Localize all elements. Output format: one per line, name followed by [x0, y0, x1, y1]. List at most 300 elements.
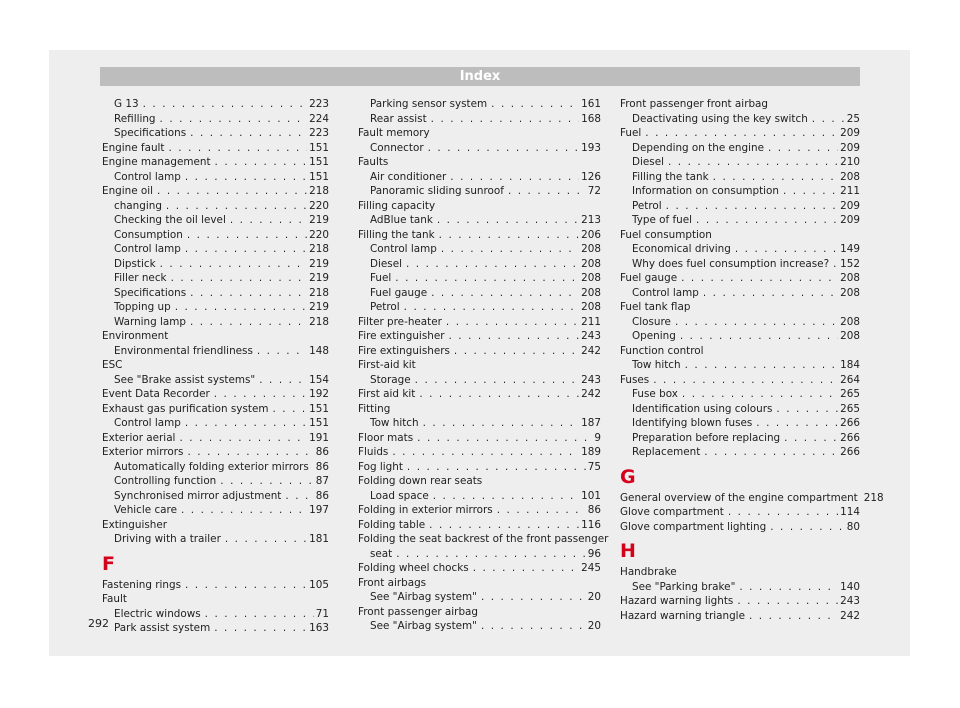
index-heading: Faults	[358, 156, 389, 168]
entry-page-ref[interactable]: 87	[315, 475, 329, 487]
entry-term: Exterior mirrors	[102, 446, 184, 458]
index-subentry[interactable]	[620, 315, 860, 330]
index-column-1	[102, 97, 329, 636]
dot-leader	[160, 257, 308, 272]
entry-page-ref[interactable]: 80	[846, 520, 860, 533]
entry-page-ref[interactable]: 96	[587, 547, 601, 560]
index-subentry[interactable]	[358, 213, 601, 228]
dot-leader	[446, 315, 579, 330]
entry-term: Petrol	[632, 199, 662, 212]
dot-leader	[190, 315, 307, 330]
entry-page-ref[interactable]: 105	[309, 578, 329, 591]
entry-page-ref[interactable]: 86	[315, 489, 329, 502]
index-column-3	[620, 97, 884, 623]
index-subentry[interactable]	[102, 199, 329, 214]
index-entry[interactable]	[358, 445, 601, 460]
index-letter-heading: F	[102, 552, 115, 575]
entry-page-ref[interactable]: 187	[581, 417, 601, 429]
entry-page-ref[interactable]: 220	[309, 199, 329, 212]
dot-leader	[225, 532, 307, 547]
entry-page-ref[interactable]: 152	[840, 257, 860, 270]
entry-page-ref[interactable]: 151	[309, 417, 329, 429]
entry-term: Diesel	[370, 257, 402, 270]
entry-page-ref[interactable]: 208	[840, 272, 860, 284]
entry-page-ref[interactable]: 266	[840, 446, 860, 458]
dot-leader	[404, 300, 580, 315]
page-title: Index	[459, 69, 501, 84]
dot-leader	[392, 445, 579, 460]
entry-page-ref[interactable]: 154	[309, 373, 329, 386]
dot-leader	[497, 503, 586, 518]
entry-page-ref[interactable]: 242	[840, 609, 860, 622]
index-subentry[interactable]	[102, 373, 329, 388]
entry-page-ref[interactable]: 266	[840, 417, 860, 429]
dot-leader	[285, 489, 313, 504]
entry-term: Why does fuel consumption increase?	[632, 257, 830, 270]
index-letter-heading: G	[620, 465, 636, 488]
dot-leader	[157, 184, 307, 199]
dot-leader	[187, 228, 307, 243]
entry-page-ref[interactable]: 149	[840, 243, 860, 255]
index-subentry[interactable]	[358, 547, 601, 562]
index-entry[interactable]	[620, 373, 860, 388]
index-subentry[interactable]	[620, 580, 860, 595]
dot-leader	[833, 257, 838, 272]
entry-page-ref[interactable]: 72	[587, 185, 601, 197]
entry-page-ref[interactable]: 140	[840, 580, 860, 593]
index-entry[interactable]	[620, 491, 884, 506]
index-subentry[interactable]	[102, 257, 329, 272]
entry-page-ref[interactable]: 20	[587, 620, 601, 632]
index-subentry[interactable]	[620, 431, 860, 446]
entry-page-ref[interactable]: 218	[309, 286, 329, 299]
entry-page-ref[interactable]: 209	[840, 141, 860, 154]
entry-page-ref[interactable]: 265	[840, 402, 860, 415]
entry-page-ref[interactable]: 151	[309, 141, 329, 154]
entry-term: Replacement	[632, 446, 701, 458]
dot-leader	[215, 155, 308, 170]
index-subentry[interactable]	[102, 532, 329, 547]
entry-page-ref[interactable]: 9	[594, 431, 601, 444]
index-subentry[interactable]	[358, 97, 601, 112]
index-letter-heading: H	[620, 540, 636, 562]
entry-page-ref[interactable]: 218	[863, 491, 884, 504]
entry-page-ref[interactable]: 208	[840, 286, 860, 299]
entry-page-ref[interactable]: 218	[309, 315, 329, 328]
index-entry[interactable]	[620, 505, 860, 520]
index-subentry[interactable]	[620, 242, 860, 257]
entry-page-ref[interactable]: 208	[581, 243, 601, 255]
index-subentry[interactable]	[620, 329, 860, 344]
index-entry[interactable]	[102, 445, 329, 460]
index-entry[interactable]	[358, 460, 601, 475]
entry-term: Information on consumption	[632, 185, 779, 197]
entry-term: Deactivating using the key switch	[632, 112, 808, 125]
entry-page-ref[interactable]: 197	[309, 504, 329, 516]
entry-page-ref[interactable]: 151	[309, 170, 329, 183]
entry-page-ref[interactable]: 208	[581, 257, 601, 270]
entry-page-ref[interactable]: 243	[840, 595, 860, 607]
entry-page-ref[interactable]: 114	[840, 506, 860, 518]
index-subentry[interactable]	[102, 271, 329, 286]
entry-term: Synchronised mirror adjustment	[114, 489, 282, 502]
index-subentry[interactable]	[102, 416, 329, 431]
entry-page-ref[interactable]: 266	[840, 431, 860, 444]
index-subentry[interactable]	[102, 126, 329, 141]
entry-page-ref[interactable]: 193	[581, 141, 601, 154]
entry-term: Fuses	[620, 373, 650, 386]
index-subentry[interactable]	[358, 416, 601, 431]
index-entry[interactable]	[102, 431, 329, 446]
entry-term: Exterior aerial	[102, 431, 176, 444]
entry-page-ref[interactable]: 243	[581, 330, 601, 342]
entry-page-ref[interactable]: 71	[315, 607, 329, 620]
entry-term: Folding wheel chocks	[358, 562, 469, 574]
index-subentry[interactable]	[620, 141, 860, 156]
dot-leader	[812, 112, 845, 127]
index-subentry[interactable]	[358, 184, 601, 199]
dot-leader	[653, 373, 838, 388]
index-subentry[interactable]	[620, 445, 860, 460]
entry-page-ref[interactable]: 148	[309, 344, 329, 357]
index-entry[interactable]	[102, 387, 329, 402]
entry-page-ref[interactable]: 86	[587, 504, 601, 516]
entry-page-ref[interactable]: 86	[315, 446, 329, 458]
entry-page-ref[interactable]: 168	[581, 112, 601, 125]
index-entry[interactable]	[358, 344, 601, 359]
entry-term: Economical driving	[632, 243, 731, 255]
entry-term: Tow hitch	[632, 359, 681, 371]
entry-page-ref[interactable]: 219	[309, 301, 329, 313]
entry-term: Rear assist	[370, 112, 427, 125]
dot-leader	[783, 184, 838, 199]
entry-term: Hazard warning triangle	[620, 609, 745, 622]
index-subentry[interactable]	[620, 170, 860, 185]
entry-term: Filler neck	[114, 272, 167, 284]
index-entry[interactable]	[358, 431, 601, 446]
index-subentry[interactable]	[620, 184, 860, 199]
entry-term: Glove compartment	[620, 506, 724, 518]
entry-term: Driving with a trailer	[114, 533, 221, 545]
index-entry[interactable]	[620, 594, 860, 609]
entry-term: Fuel	[620, 127, 642, 139]
index-subentry[interactable]	[620, 112, 860, 127]
index-subentry[interactable]	[358, 300, 601, 315]
entry-term: AdBlue tank	[370, 214, 433, 226]
dot-leader	[433, 489, 579, 504]
entry-term: See "Parking brake"	[632, 580, 736, 593]
dot-leader	[685, 358, 839, 373]
dot-leader	[450, 170, 579, 185]
index-heading: Handbrake	[620, 566, 677, 578]
entry-page-ref[interactable]: 208	[581, 286, 601, 299]
entry-page-ref[interactable]: 242	[581, 388, 601, 400]
index-entry[interactable]	[102, 141, 329, 156]
dot-leader	[272, 402, 307, 417]
index-subentry[interactable]	[102, 112, 329, 127]
index-entry[interactable]	[620, 271, 860, 286]
dot-leader	[680, 329, 838, 344]
index-heading: Extinguisher	[102, 518, 167, 531]
index-subentry[interactable]	[102, 97, 329, 112]
entry-page-ref[interactable]: 242	[581, 344, 601, 357]
dot-leader	[768, 141, 838, 156]
index-column-2	[358, 97, 609, 634]
dot-leader	[784, 431, 838, 446]
entry-page-ref[interactable]: 86	[315, 460, 329, 473]
index-entry[interactable]	[358, 315, 601, 330]
index-subentry[interactable]	[102, 460, 329, 475]
entry-page-ref[interactable]: 206	[581, 228, 601, 241]
index-subentry[interactable]	[102, 242, 329, 257]
entry-page-ref[interactable]: 101	[581, 489, 601, 502]
index-subentry[interactable]	[358, 373, 601, 388]
index-heading: Environment	[102, 330, 169, 342]
index-subentry[interactable]	[620, 416, 860, 431]
dot-leader	[214, 621, 307, 636]
index-heading: Front passenger airbag	[358, 605, 478, 618]
index-entry[interactable]	[358, 228, 601, 243]
index-subentry[interactable]	[102, 503, 329, 518]
entry-term: Type of fuel	[632, 214, 693, 226]
index-entry[interactable]	[358, 329, 601, 344]
entry-term: Identification using colours	[632, 402, 773, 415]
index-subentry[interactable]	[620, 402, 860, 417]
index-subentry[interactable]	[102, 315, 329, 330]
entry-term: Load space	[370, 489, 429, 502]
entry-term: Consumption	[114, 228, 183, 241]
index-subentry[interactable]	[620, 286, 860, 301]
entry-page-ref[interactable]: 208	[840, 170, 860, 183]
index-entry[interactable]	[620, 126, 860, 141]
entry-page-ref[interactable]: 224	[309, 112, 329, 125]
entry-page-ref[interactable]: 223	[309, 98, 329, 110]
entry-term: Filling the tank	[358, 228, 435, 241]
dot-leader	[431, 112, 580, 127]
entry-page-ref[interactable]: 210	[840, 156, 860, 168]
entry-page-ref[interactable]: 208	[840, 315, 860, 328]
dot-leader	[481, 619, 586, 634]
index-entry[interactable]	[102, 578, 329, 593]
dot-leader	[668, 155, 838, 170]
entry-term: See "Airbag system"	[370, 620, 477, 632]
entry-page-ref[interactable]: 208	[840, 330, 860, 342]
entry-page-ref[interactable]: 219	[309, 214, 329, 226]
index-subentry[interactable]	[102, 286, 329, 301]
index-subentry[interactable]	[102, 607, 329, 622]
dot-leader	[508, 184, 586, 199]
dot-leader	[696, 213, 838, 228]
index-subentry[interactable]	[358, 112, 601, 127]
index-subentry[interactable]	[620, 358, 860, 373]
dot-leader	[166, 199, 307, 214]
entry-page-ref[interactable]: 189	[581, 446, 601, 458]
entry-page-ref[interactable]: 218	[309, 185, 329, 197]
entry-page-ref[interactable]: 219	[309, 257, 329, 270]
index-subentry[interactable]	[358, 170, 601, 185]
index-subentry[interactable]	[102, 344, 329, 359]
entry-term: Fuel gauge	[370, 286, 428, 299]
entry-term: Parking sensor system	[370, 98, 488, 110]
dot-leader	[473, 561, 579, 576]
entry-term: Specifications	[114, 286, 187, 299]
dot-leader	[143, 97, 308, 112]
index-entry[interactable]	[102, 402, 329, 417]
entry-term: Fuel gauge	[620, 272, 678, 284]
entry-term: Fog light	[358, 460, 403, 473]
index-heading: Front airbags	[358, 576, 427, 589]
dot-leader	[417, 431, 592, 446]
index-entry[interactable]	[102, 155, 329, 170]
entry-term: Vehicle care	[114, 504, 177, 516]
entry-term: Fuse box	[632, 388, 678, 400]
entry-term: Control lamp	[370, 243, 437, 255]
index-subentry[interactable]	[358, 257, 601, 272]
entry-term: Control lamp	[114, 243, 181, 255]
entry-page-ref[interactable]: 209	[840, 127, 860, 139]
index-subentry[interactable]	[102, 228, 329, 243]
entry-page-ref[interactable]: 213	[581, 214, 601, 226]
entry-term: Controlling function	[114, 475, 217, 487]
entry-page-ref[interactable]: 184	[840, 359, 860, 371]
entry-page-ref[interactable]: 208	[581, 301, 601, 313]
dot-leader	[423, 416, 580, 431]
entry-page-ref[interactable]: 20	[587, 591, 601, 603]
entry-term: Preparation before replacing	[632, 431, 781, 444]
dot-leader	[230, 213, 307, 228]
index-heading: Front passenger front airbag	[620, 98, 769, 110]
entry-page-ref[interactable]: 211	[581, 315, 601, 328]
entry-page-ref[interactable]: 220	[309, 228, 329, 241]
index-entry[interactable]	[358, 518, 601, 533]
dot-leader	[415, 373, 580, 388]
entry-page-ref[interactable]: 181	[309, 533, 329, 545]
entry-page-ref[interactable]: 223	[309, 127, 329, 139]
index-subentry[interactable]	[358, 489, 601, 504]
dot-leader	[441, 242, 579, 257]
entry-term: Dipstick	[114, 257, 156, 270]
index-subentry[interactable]	[358, 271, 601, 286]
entry-page-ref[interactable]: 209	[840, 199, 860, 212]
dot-leader	[737, 594, 838, 609]
dot-leader	[190, 126, 307, 141]
entry-page-ref[interactable]: 191	[309, 431, 329, 444]
entry-page-ref[interactable]: 208	[581, 272, 601, 284]
entry-page-ref[interactable]: 209	[840, 214, 860, 226]
entry-term: Diesel	[632, 156, 664, 168]
entry-term: See "Airbag system"	[370, 591, 477, 603]
entry-term: Filling the tank	[632, 170, 709, 183]
entry-page-ref[interactable]: 126	[581, 170, 601, 183]
dot-leader	[220, 474, 314, 489]
index-heading: ESC	[102, 359, 123, 371]
dot-leader	[704, 445, 838, 460]
dot-leader	[454, 344, 579, 359]
entry-page-ref[interactable]: 211	[840, 185, 860, 197]
entry-page-ref[interactable]: 161	[581, 98, 601, 110]
index-entry[interactable]	[620, 609, 860, 624]
index-entry[interactable]	[358, 561, 601, 576]
entry-term: Engine management	[102, 156, 211, 168]
dot-leader	[313, 460, 314, 475]
dot-leader	[185, 242, 307, 257]
dot-leader	[185, 170, 307, 185]
entry-term: Engine oil	[102, 185, 154, 197]
index-entry[interactable]	[620, 520, 860, 535]
entry-page-ref[interactable]: 243	[581, 373, 601, 386]
index-subentry[interactable]	[358, 286, 601, 301]
index-subentry[interactable]	[358, 242, 601, 257]
index-subentry[interactable]	[620, 199, 860, 214]
dot-leader	[681, 271, 838, 286]
index-subentry[interactable]	[620, 387, 860, 402]
index-subentry[interactable]	[102, 621, 329, 636]
entry-term: Closure	[632, 315, 671, 328]
entry-term: Warning lamp	[114, 315, 186, 328]
index-subentry[interactable]	[102, 489, 329, 504]
entry-term: General overview of the engine compartment	[620, 491, 858, 504]
dot-leader	[214, 387, 307, 402]
index-heading: Folding the seat backrest of the front passenger	[358, 533, 609, 545]
dot-leader	[645, 126, 838, 141]
index-subentry[interactable]	[358, 619, 601, 634]
dot-leader	[160, 112, 308, 127]
index-subentry[interactable]	[102, 474, 329, 489]
entry-page-ref[interactable]: 192	[309, 388, 329, 400]
entry-page-ref[interactable]: 265	[840, 388, 860, 400]
index-heading: Function control	[620, 344, 704, 357]
entry-page-ref[interactable]: 75	[587, 460, 601, 473]
index-subentry[interactable]	[102, 170, 329, 185]
entry-page-ref[interactable]: 116	[581, 518, 601, 531]
entry-term: Refilling	[114, 112, 156, 125]
entry-term: Exhaust gas purification system	[102, 402, 269, 415]
entry-page-ref[interactable]: 151	[309, 402, 329, 415]
index-entry[interactable]	[358, 503, 601, 518]
index-subentry[interactable]	[358, 590, 601, 605]
dot-leader	[756, 416, 838, 431]
index-entry[interactable]	[358, 387, 601, 402]
index-subentry[interactable]	[620, 257, 860, 272]
entry-page-ref[interactable]: 218	[309, 243, 329, 255]
index-subentry[interactable]	[620, 213, 860, 228]
entry-page-ref[interactable]: 264	[840, 373, 860, 386]
entry-term: seat	[370, 547, 393, 560]
dot-leader	[770, 520, 845, 535]
entry-page-ref[interactable]: 25	[846, 112, 860, 125]
index-heading: Fuel consumption	[620, 228, 712, 241]
index-subentry[interactable]	[102, 300, 329, 315]
entry-term: Storage	[370, 373, 411, 386]
dot-leader	[179, 431, 307, 446]
index-subentry[interactable]	[102, 213, 329, 228]
entry-page-ref[interactable]: 163	[309, 622, 329, 634]
entry-term: Fire extinguishers	[358, 344, 450, 357]
entry-page-ref[interactable]: 219	[309, 272, 329, 284]
index-entry[interactable]	[102, 184, 329, 199]
entry-page-ref[interactable]: 245	[581, 562, 601, 574]
index-subentry[interactable]	[620, 155, 860, 170]
dot-leader	[728, 505, 838, 520]
entry-page-ref[interactable]: 151	[309, 156, 329, 168]
entry-term: Folding table	[358, 518, 426, 531]
dot-leader	[419, 387, 579, 402]
entry-term: Floor mats	[358, 431, 414, 444]
page-number: 292	[88, 617, 109, 630]
entry-term: Opening	[632, 330, 676, 342]
index-subentry[interactable]	[358, 141, 601, 156]
dot-leader	[735, 242, 838, 257]
